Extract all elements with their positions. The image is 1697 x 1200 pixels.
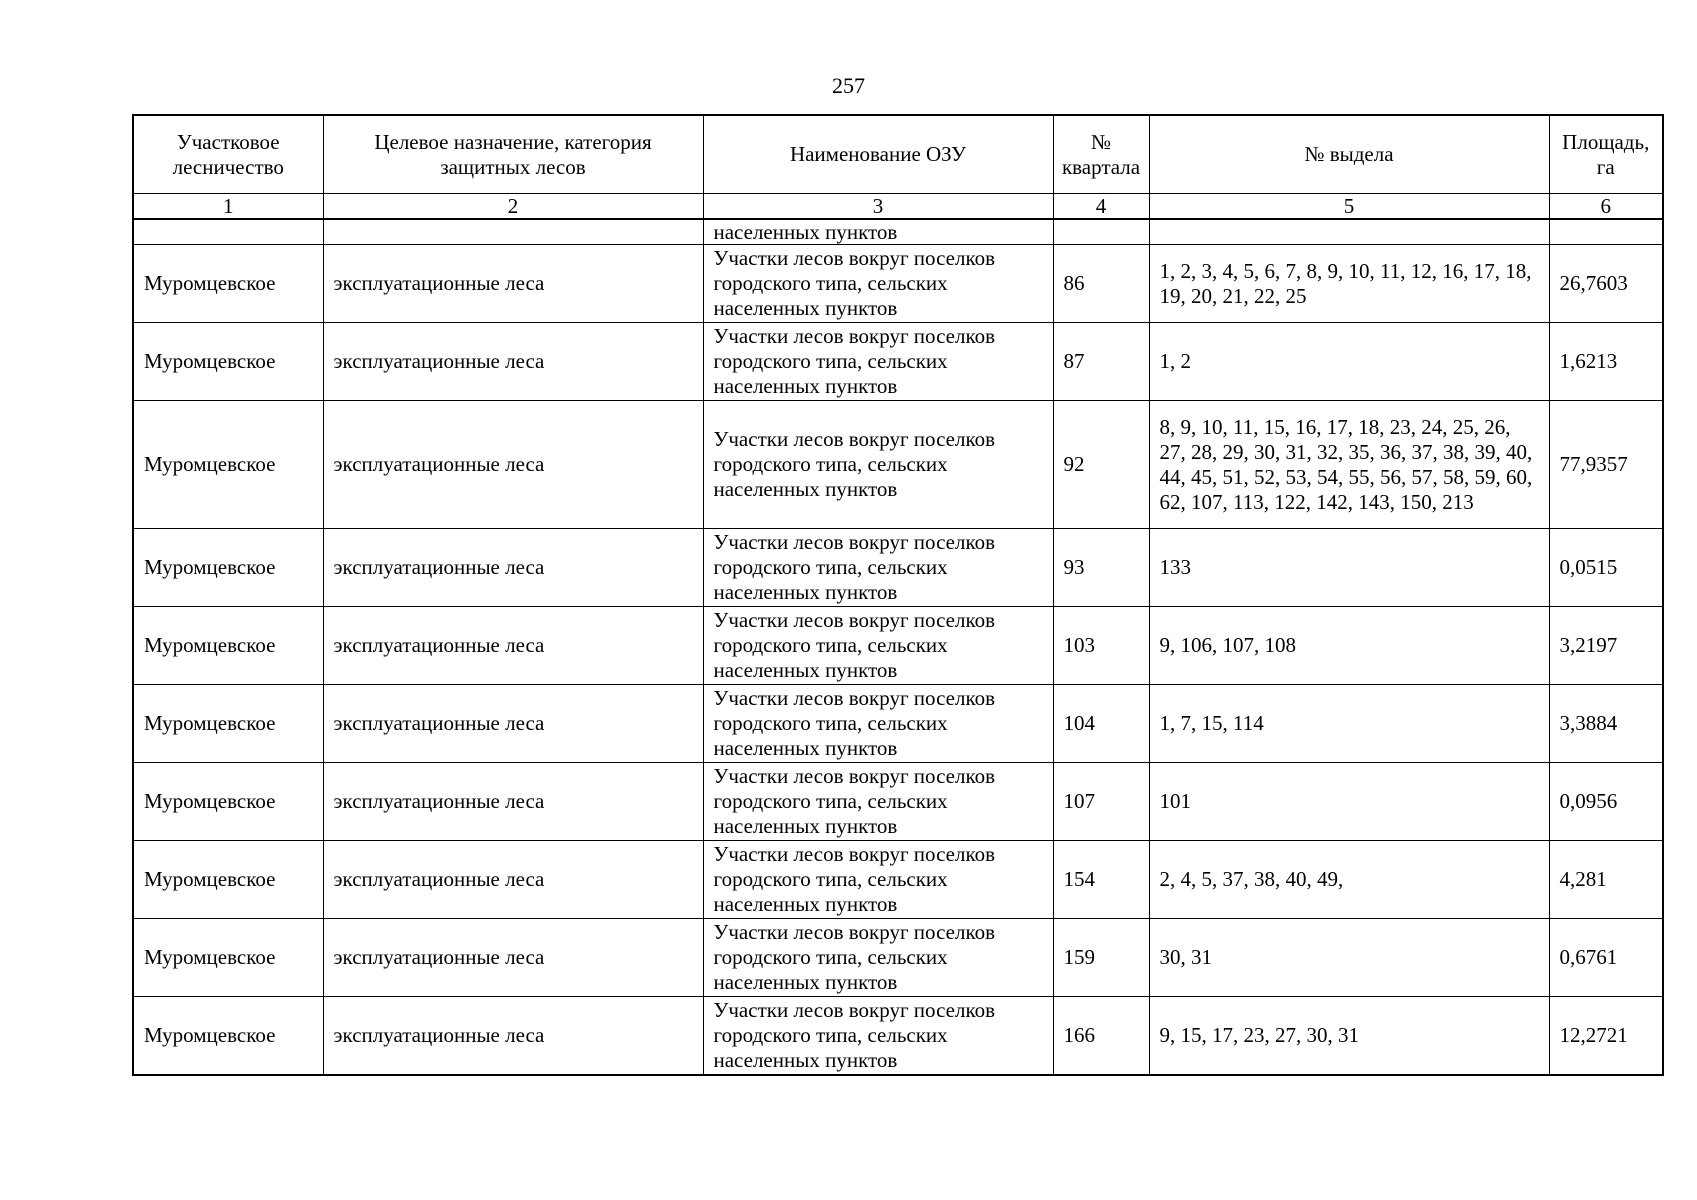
cell-area: 0,0515 xyxy=(1549,529,1663,607)
cell-quarter: 87 xyxy=(1053,323,1149,401)
cell-quarter: 92 xyxy=(1053,401,1149,529)
cell-quarter: 93 xyxy=(1053,529,1149,607)
cell-forestry: Муромцевское xyxy=(133,401,323,529)
header-plots: № выдела xyxy=(1149,115,1549,194)
table-row xyxy=(133,323,1663,401)
table-cell xyxy=(1053,219,1149,245)
cell-plots: 1, 2, 3, 4, 5, 6, 7, 8, 9, 10, 11, 12, 16, 17, 18, 19, 20, 21, 22, 25 xyxy=(1149,245,1549,323)
cell-quarter: 86 xyxy=(1053,245,1149,323)
column-number-row xyxy=(133,194,1663,220)
cell-ozu: Участки лесов вокруг поселков городского типа, сельских населенных пунктов xyxy=(703,529,1053,607)
cell-plots: 30, 31 xyxy=(1149,919,1549,997)
cell-ozu: Участки лесов вокруг поселков городского типа, сельских населенных пунктов xyxy=(703,323,1053,401)
cell-forestry: Муромцевское xyxy=(133,323,323,401)
cell-ozu: Участки лесов вокруг поселков городского типа, сельских населенных пунктов xyxy=(703,685,1053,763)
cell-purpose: эксплуатационные леса xyxy=(323,401,703,529)
table-cell xyxy=(323,219,703,245)
cell-area: 3,2197 xyxy=(1549,607,1663,685)
table-row xyxy=(133,401,1663,529)
cell-ozu: Участки лесов вокруг поселков городского типа, сельских населенных пунктов xyxy=(703,841,1053,919)
cell-forestry: Муромцевское xyxy=(133,841,323,919)
forest-table xyxy=(132,114,1664,1076)
header-area: Площадь, га xyxy=(1549,115,1663,194)
cell-quarter: 103 xyxy=(1053,607,1149,685)
header-quarter: № квартала xyxy=(1053,115,1149,194)
cell-ozu: Участки лесов вокруг поселков городского типа, сельских населенных пунктов xyxy=(703,997,1053,1076)
cell-forestry: Муромцевское xyxy=(133,763,323,841)
table-row xyxy=(133,997,1663,1076)
cell-area: 4,281 xyxy=(1549,841,1663,919)
cell-area: 77,9357 xyxy=(1549,401,1663,529)
cell-purpose: эксплуатационные леса xyxy=(323,245,703,323)
cell-forestry: Муромцевское xyxy=(133,685,323,763)
continuation-text: населенных пунктов xyxy=(703,219,1053,245)
header-purpose: Целевое назначение, категория защитных лесов xyxy=(323,115,703,194)
header-forestry: Участковое лесничество xyxy=(133,115,323,194)
column-number: 1 xyxy=(133,194,323,220)
cell-plots: 101 xyxy=(1149,763,1549,841)
column-number: 6 xyxy=(1549,194,1663,220)
cell-quarter: 104 xyxy=(1053,685,1149,763)
cell-forestry: Муромцевское xyxy=(133,997,323,1076)
table-row xyxy=(133,841,1663,919)
cell-forestry: Муромцевское xyxy=(133,607,323,685)
cell-purpose: эксплуатационные леса xyxy=(323,997,703,1076)
cell-ozu: Участки лесов вокруг поселков городского типа, сельских населенных пунктов xyxy=(703,763,1053,841)
column-number: 2 xyxy=(323,194,703,220)
cell-area: 0,6761 xyxy=(1549,919,1663,997)
table-cell xyxy=(1549,219,1663,245)
column-number: 4 xyxy=(1053,194,1149,220)
cell-forestry: Муромцевское xyxy=(133,919,323,997)
cell-plots: 9, 106, 107, 108 xyxy=(1149,607,1549,685)
table-row xyxy=(133,919,1663,997)
table-cell xyxy=(1149,219,1549,245)
cell-purpose: эксплуатационные леса xyxy=(323,919,703,997)
cell-plots: 1, 7, 15, 114 xyxy=(1149,685,1549,763)
cell-plots: 9, 15, 17, 23, 27, 30, 31 xyxy=(1149,997,1549,1076)
table-row xyxy=(133,763,1663,841)
cell-purpose: эксплуатационные леса xyxy=(323,685,703,763)
continuation-row xyxy=(133,219,1663,245)
cell-quarter: 107 xyxy=(1053,763,1149,841)
cell-ozu: Участки лесов вокруг поселков городского типа, сельских населенных пунктов xyxy=(703,245,1053,323)
cell-purpose: эксплуатационные леса xyxy=(323,323,703,401)
cell-area: 0,0956 xyxy=(1549,763,1663,841)
table-row xyxy=(133,685,1663,763)
cell-purpose: эксплуатационные леса xyxy=(323,841,703,919)
cell-area: 1,6213 xyxy=(1549,323,1663,401)
cell-ozu: Участки лесов вокруг поселков городского типа, сельских населенных пунктов xyxy=(703,919,1053,997)
cell-area: 26,7603 xyxy=(1549,245,1663,323)
table-row xyxy=(133,529,1663,607)
cell-ozu: Участки лесов вокруг поселков городского типа, сельских населенных пунктов xyxy=(703,607,1053,685)
cell-quarter: 154 xyxy=(1053,841,1149,919)
cell-purpose: эксплуатационные леса xyxy=(323,529,703,607)
cell-area: 12,2721 xyxy=(1549,997,1663,1076)
cell-forestry: Муромцевское xyxy=(133,529,323,607)
header-ozu: Наименование ОЗУ xyxy=(703,115,1053,194)
cell-plots: 133 xyxy=(1149,529,1549,607)
cell-ozu: Участки лесов вокруг поселков городского типа, сельских населенных пунктов xyxy=(703,401,1053,529)
cell-forestry: Муромцевское xyxy=(133,245,323,323)
table-row xyxy=(133,607,1663,685)
page-number: 257 xyxy=(832,73,865,98)
table-row xyxy=(133,245,1663,323)
header-row xyxy=(133,115,1663,194)
cell-plots: 2, 4, 5, 37, 38, 40, 49, xyxy=(1149,841,1549,919)
column-number: 3 xyxy=(703,194,1053,220)
cell-plots: 8, 9, 10, 11, 15, 16, 17, 18, 23, 24, 25, 26, 27, 28, 29, 30, 31, 32, 35, 36, 37, 38, 39, 40, 44, 45, 51, 52, 53, 54, 55, 56, 57, 58, 59, 60, 62, 107, 113, 122, 142, 143, 150, 213 xyxy=(1149,401,1549,529)
column-number: 5 xyxy=(1149,194,1549,220)
cell-purpose: эксплуатационные леса xyxy=(323,607,703,685)
cell-quarter: 159 xyxy=(1053,919,1149,997)
cell-plots: 1, 2 xyxy=(1149,323,1549,401)
cell-purpose: эксплуатационные леса xyxy=(323,763,703,841)
table-cell xyxy=(133,219,323,245)
cell-area: 3,3884 xyxy=(1549,685,1663,763)
cell-quarter: 166 xyxy=(1053,997,1149,1076)
